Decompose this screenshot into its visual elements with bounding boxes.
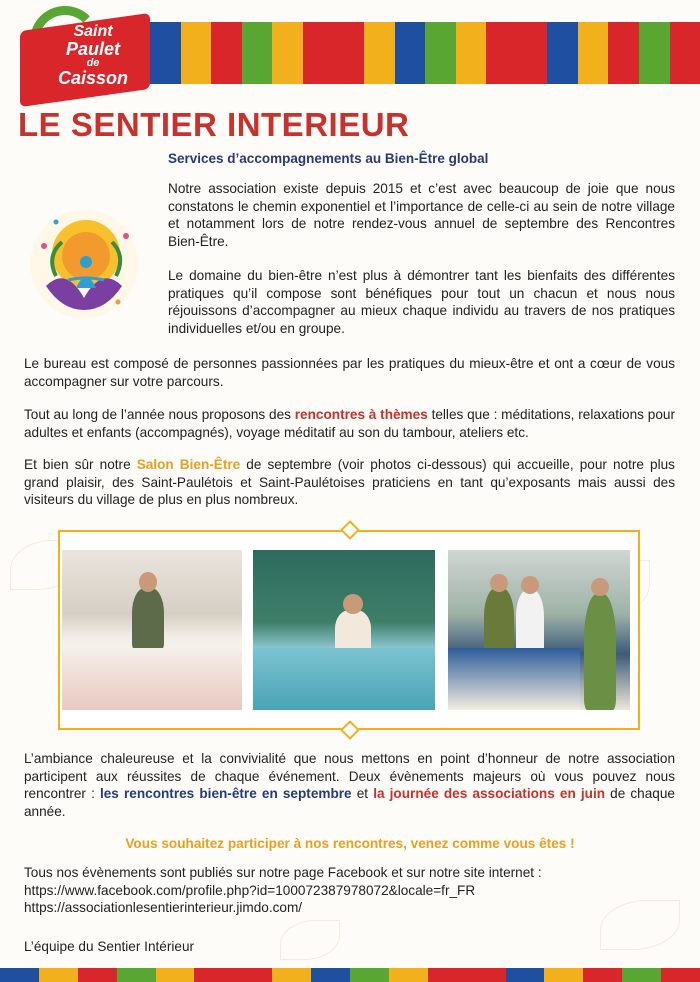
themes-paragraph — [24, 406, 675, 441]
logo-line-de: de — [86, 57, 100, 69]
illustration-dot — [123, 233, 129, 239]
logo-text — [38, 24, 148, 87]
color-stripe — [661, 968, 700, 982]
color-stripe — [544, 968, 583, 982]
facebook-link[interactable]: https://www.facebook.com/profile.php?id=100072387978072&locale=fr_FR — [24, 882, 476, 898]
bureau-paragraph: Le bureau est composé de personnes passionnées par les pratiques du mieux-être et ont a cœur de vous accompagner sur votre parcours. — [24, 356, 675, 389]
color-stripe — [389, 968, 428, 982]
photo-person-head — [139, 572, 157, 592]
ambiance-paragraph — [24, 750, 675, 820]
color-stripe — [364, 22, 395, 84]
color-stripe — [350, 968, 389, 982]
ambiance-text-b: de chaque année. — [24, 786, 675, 819]
photo-person — [584, 594, 616, 710]
color-stripe — [622, 968, 661, 982]
color-stripe — [608, 22, 639, 84]
photo-person-head — [490, 574, 508, 592]
frame-ornament-top — [340, 520, 360, 540]
photo-table — [253, 648, 435, 710]
color-stripe — [670, 22, 700, 84]
ambiance-highlight-september: les rencontres bien-être en septembre — [99, 786, 352, 801]
color-stripe — [117, 968, 156, 982]
color-stripe — [517, 22, 548, 84]
color-stripe — [428, 968, 467, 982]
intro-paragraph-2: Le domaine du bien-être n’est plus à démontrer tant les bienfaits des différentes pratiques qu’il compose sont bénéfiques pour tout un chacun et nous nous réjouissons d’accompagner au mieux chaque individu au travers de nos pratiques individuelles et/ou en groupe. — [168, 268, 675, 336]
color-stripe — [39, 968, 78, 982]
website-link[interactable]: https://associationlesentierinterieur.jimdo.com/ — [24, 900, 303, 915]
color-stripe — [425, 22, 456, 84]
photo-person — [516, 590, 544, 656]
salon-text-b: de septembre (voir photos ci-dessous) qui accueille, pour notre plus grand plaisir, des Saint-Paulétois et Saint-Paulétoises praticiens en tant qu’exposants mais aussi des visiteurs du village de plus en plus nombreux. — [24, 457, 675, 507]
links-intro: Tous nos évènements sont publiés sur notre page Facebook et sur notre site internet : — [24, 865, 542, 880]
header-color-stripes — [150, 22, 700, 84]
themes-highlight: rencontres à thèmes — [294, 407, 428, 422]
color-stripe — [311, 968, 350, 982]
village-logo — [8, 4, 158, 100]
color-stripe — [0, 968, 39, 982]
logo-line-caisson: Caisson — [57, 68, 129, 88]
meditation-illustration — [26, 206, 142, 322]
color-stripe — [456, 22, 487, 84]
salon-photo-2 — [253, 550, 435, 710]
color-stripe — [242, 22, 273, 84]
color-stripe — [211, 22, 242, 84]
logo-line-paulet: Paulet — [65, 39, 121, 59]
salon-paragraph — [24, 456, 675, 509]
color-stripe — [547, 22, 578, 84]
color-stripe — [486, 22, 517, 84]
themes-text-a: Tout au long de l’année nous proposons des — [24, 407, 295, 422]
illustration-figure-head — [80, 256, 92, 268]
salon-text-a: Et bien sûr notre — [24, 457, 137, 472]
photo-person-head — [591, 578, 609, 596]
illustration-dot — [54, 220, 59, 225]
logo-line-saint: Saint — [73, 23, 113, 40]
color-stripe — [194, 968, 233, 982]
ambiance-highlight-june: la journée des associations en juin — [373, 786, 606, 801]
photo-person-head — [343, 594, 363, 614]
signature: L’équipe du Sentier Intérieur — [24, 939, 195, 954]
color-stripe — [303, 22, 334, 84]
section-subtitle: Services d’accompagnements au Bien-Être global — [168, 151, 489, 166]
photo-person — [132, 588, 164, 650]
salon-photo-1 — [62, 550, 242, 710]
color-stripe — [78, 968, 117, 982]
salon-highlight: Salon Bien-Être — [136, 457, 241, 472]
links-paragraph — [24, 864, 675, 917]
color-stripe — [506, 968, 545, 982]
color-stripe — [233, 968, 272, 982]
invitation-callout: Vous souhaitez participer à nos rencontres, venez comme vous êtes ! — [125, 836, 575, 851]
page-title: LE SENTIER INTERIEUR — [18, 106, 410, 143]
ambiance-text-a: L’ambiance chaleureuse et la convivialité que nous mettons en point d’honneur de notre association participent aux réussites de chaque événement. Deux évènements majeurs où vous pouvez nous rencontrer : — [24, 751, 675, 801]
illustration-dot — [41, 243, 47, 249]
themes-text-b: telles que : méditations, relaxations pour adultes et enfants (accompagnés), voyage méditatif au son du tambour, ateliers etc. — [24, 407, 675, 440]
color-stripe — [156, 968, 195, 982]
illustration-dot — [116, 300, 121, 305]
frame-ornament-bottom — [340, 720, 360, 740]
color-stripe — [272, 22, 303, 84]
photo-table — [448, 648, 580, 710]
salon-photo-3 — [448, 550, 630, 710]
color-stripe — [395, 22, 426, 84]
color-stripe — [578, 22, 609, 84]
color-stripe — [333, 22, 364, 84]
color-stripe — [467, 968, 506, 982]
photo-gallery-frame — [58, 530, 640, 730]
color-stripe — [181, 22, 212, 84]
color-stripe — [272, 968, 311, 982]
color-stripe — [583, 968, 622, 982]
intro-paragraph-1: Notre association existe depuis 2015 et c’est avec beaucoup de joie que nous constatons le chemin exponentiel et l’importance de celle-ci au sein de notre village et notamment lors de notre rendez-vous annuel de septembre des Rencontres Bien-Être. — [168, 181, 675, 249]
footer-color-stripes — [0, 968, 700, 982]
ambiance-text-mid: et — [351, 786, 374, 801]
photo-person-head — [521, 576, 539, 594]
color-stripe — [639, 22, 670, 84]
photo-table — [62, 648, 242, 710]
